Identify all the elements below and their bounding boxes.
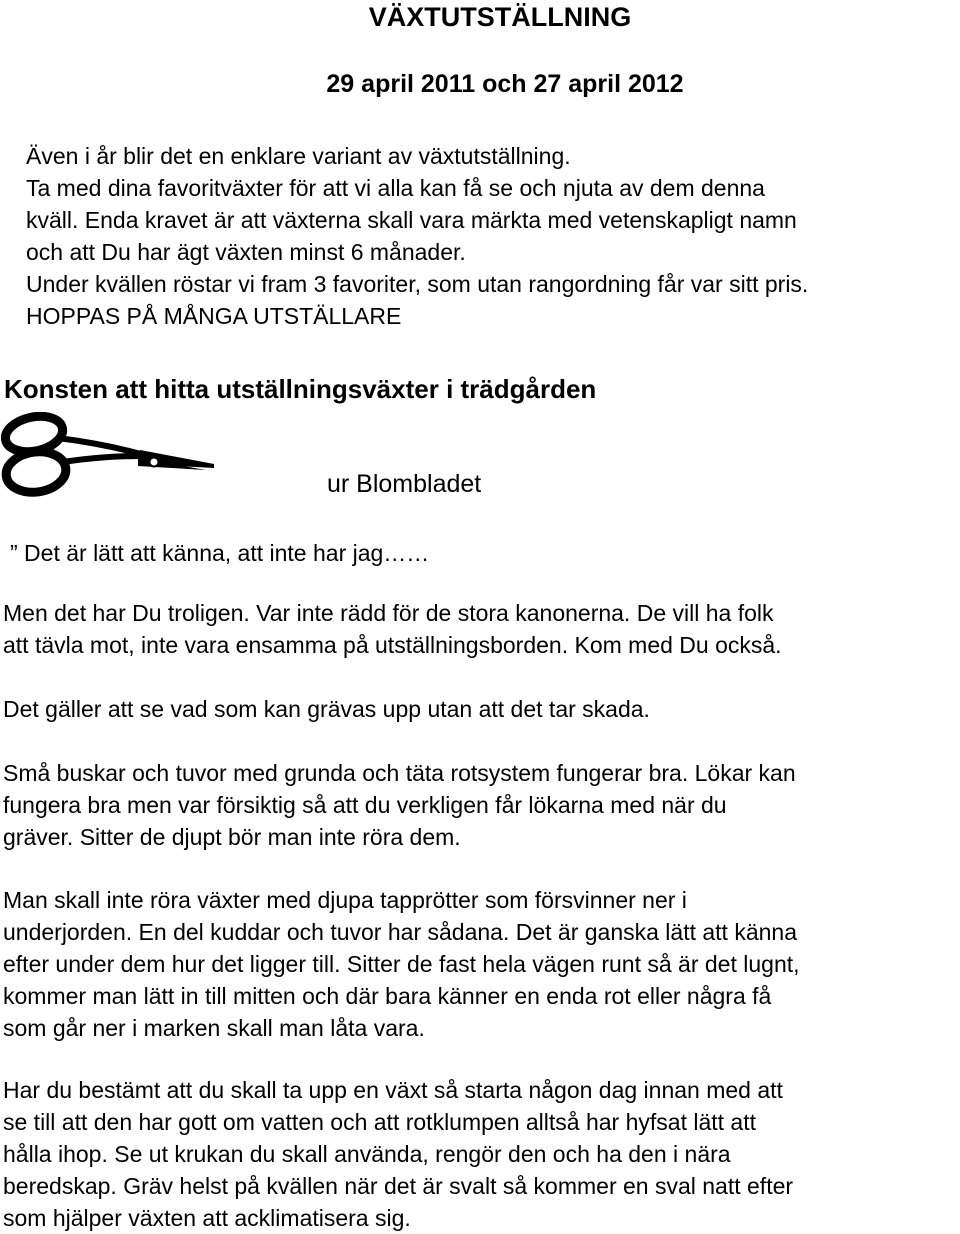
event-dates: 29 april 2011 och 27 april 2012 <box>326 70 684 98</box>
paragraph <box>3 597 782 661</box>
paragraph <box>3 693 650 725</box>
article-heading: Konsten att hitta utställningsväxter i trädgården <box>4 374 597 404</box>
paragraph-line: Har du bestämt att du skall ta upp en växt så starta någon dag innan med att <box>3 1077 783 1103</box>
paragraph-line: Små buskar och tuvor med grunda och täta rotsystem fungerar bra. Lökar kan <box>3 760 796 786</box>
paragraph-line: se till att den har gott om vatten och att rotklumpen alltså har hyfsat lätt att <box>3 1109 757 1135</box>
intro-line: Ta med dina favoritväxter för att vi alla kan få se och njuta av dem denna <box>26 175 765 201</box>
paragraph-line: Det gäller att se vad som kan grävas upp utan att det tar skada. <box>3 696 650 722</box>
paragraph-line: som går ner i marken skall man låta vara. <box>3 1015 425 1041</box>
article-source: ur Blombladet <box>327 470 482 498</box>
intro-line: HOPPAS PÅ MÅNGA UTSTÄLLARE <box>26 303 402 329</box>
intro-section <box>26 140 808 332</box>
paragraph-line: Man skall inte röra växter med djupa tapprötter som försvinner ner i <box>3 887 687 913</box>
scissors-icon <box>0 412 218 502</box>
paragraph <box>3 757 796 853</box>
paragraph-line: som hjälper växten att acklimatisera sig. <box>3 1205 411 1231</box>
paragraph <box>3 1074 793 1234</box>
intro-line: Under kvällen röstar vi fram 3 favoriter, som utan rangordning får var sitt pris. <box>26 271 809 297</box>
intro-line: kväll. Enda kravet är att växterna skall vara märkta med vetenskapligt namn <box>26 207 797 233</box>
paragraph-line: att tävla mot, inte vara ensamma på utställningsborden. Kom med Du också. <box>3 632 782 658</box>
paragraph <box>3 884 800 1044</box>
intro-line: Även i år blir det en enklare variant av växtutställning. <box>26 143 571 169</box>
paragraph-line: beredskap. Gräv helst på kvällen när det är svalt så kommer en sval natt efter <box>3 1173 794 1199</box>
paragraph-line: underjorden. En del kuddar och tuvor har sådana. Det är ganska lätt att känna <box>3 919 798 945</box>
paragraph-line: efter under dem hur det ligger till. Sitter de fast hela vägen runt så är det lugnt, <box>3 951 800 977</box>
page-title: VÄXTUTSTÄLLNING <box>368 2 632 32</box>
paragraph-line: gräver. Sitter de djupt bör man inte röra dem. <box>3 824 461 850</box>
paragraph-line: kommer man lätt in till mitten och där bara känner en enda rot eller några få <box>3 983 772 1009</box>
paragraph-line: hålla ihop. Se ut krukan du skall använda, rengör den och ha den i nära <box>3 1141 731 1167</box>
paragraph-line: fungera bra men var försiktig så att du verkligen får lökarna med när du <box>3 792 727 818</box>
paragraph-line: Men det har Du troligen. Var inte rädd för de stora kanonerna. De vill ha folk <box>3 600 774 626</box>
opening-quote: ” Det är lätt att känna, att inte har jag…… <box>10 540 430 566</box>
intro-line: och att Du har ägt växten minst 6 månader. <box>26 239 466 265</box>
